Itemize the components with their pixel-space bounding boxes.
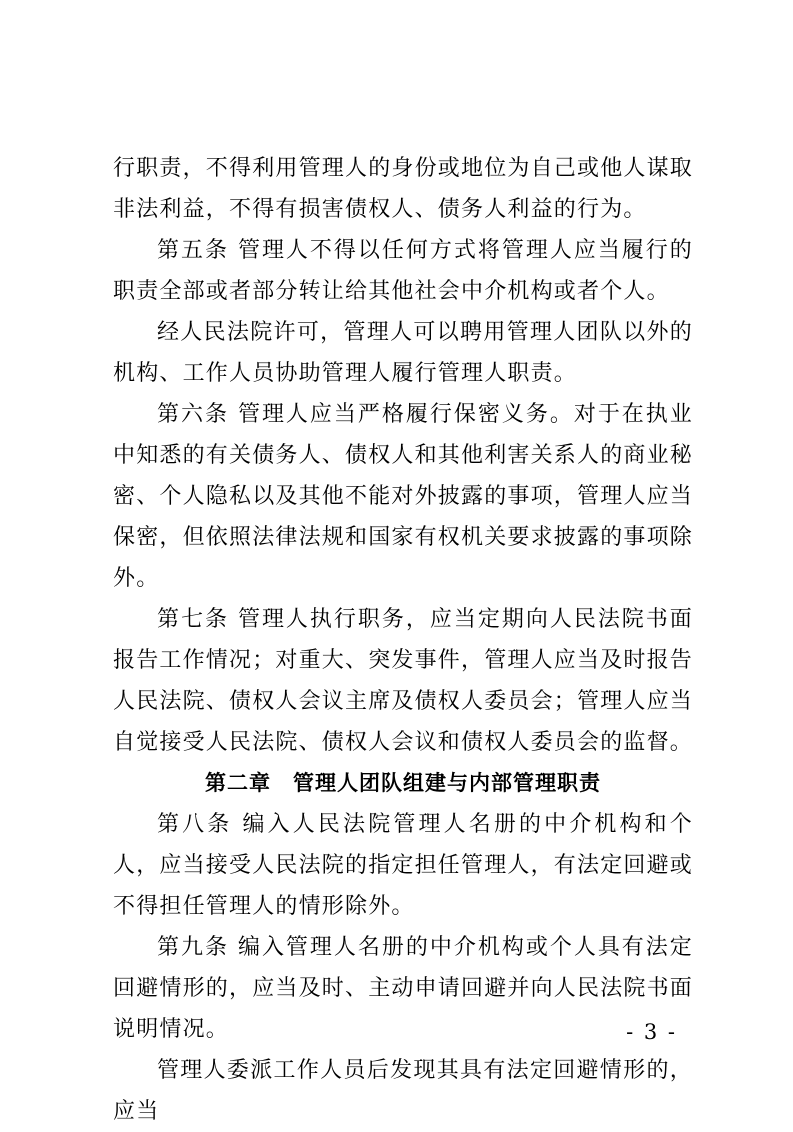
paragraph-continuation: 行职责，不得利用管理人的身份或地位为自己或他人谋取非法利益，不得有损害债权人、债务人利益的行为。 xyxy=(113,156,694,222)
paragraph-article-5: 第五条 管理人不得以任何方式将管理人应当履行的职责全部或者部分转让给其他社会中介机构或者个人。 xyxy=(113,238,693,304)
chapter-title: 第二章 管理人团队组建与内部管理职责 xyxy=(205,771,601,795)
body-text xyxy=(113,148,693,1132)
paragraph-article-8: 第八条 编入人民法院管理人名册的中介机构和个人，应当接受人民法院的指定担任管理人，有法定回避或不得担任管理人的情形除外。 xyxy=(113,812,694,919)
paragraph-article-6: 第六条 管理人应当严格履行保密义务。对于在执业中知悉的有关债务人、债权人和其他利害关系人的商业秘密、个人隐私以及其他不能对外披露的事项，管理人应当保密，但依照法律法规和国家有权机关要求披露的事项除外。 xyxy=(113,402,694,591)
page-number: - 3 - xyxy=(626,1020,677,1044)
paragraph-staff-recusal: 管理人委派工作人员后发现其具有法定回避情形的，应当 xyxy=(113,1058,693,1124)
paragraph-court-permission: 经人民法院许可，管理人可以聘用管理人团队以外的机构、工作人员协助管理人履行管理人职责。 xyxy=(113,320,693,386)
paragraph-article-9: 第九条 编入管理人名册的中介机构或个人具有法定回避情形的，应当及时、主动申请回避并向人民法院书面说明情况。 xyxy=(113,935,694,1042)
paragraph-article-7: 第七条 管理人执行职务，应当定期向人民法院书面报告工作情况；对重大、突发事件，管理人应当及时报告人民法院、债权人会议主席及债权人委员会；管理人应当自觉接受人民法院、债权人会议和债权人委员会的监督。 xyxy=(113,607,694,755)
